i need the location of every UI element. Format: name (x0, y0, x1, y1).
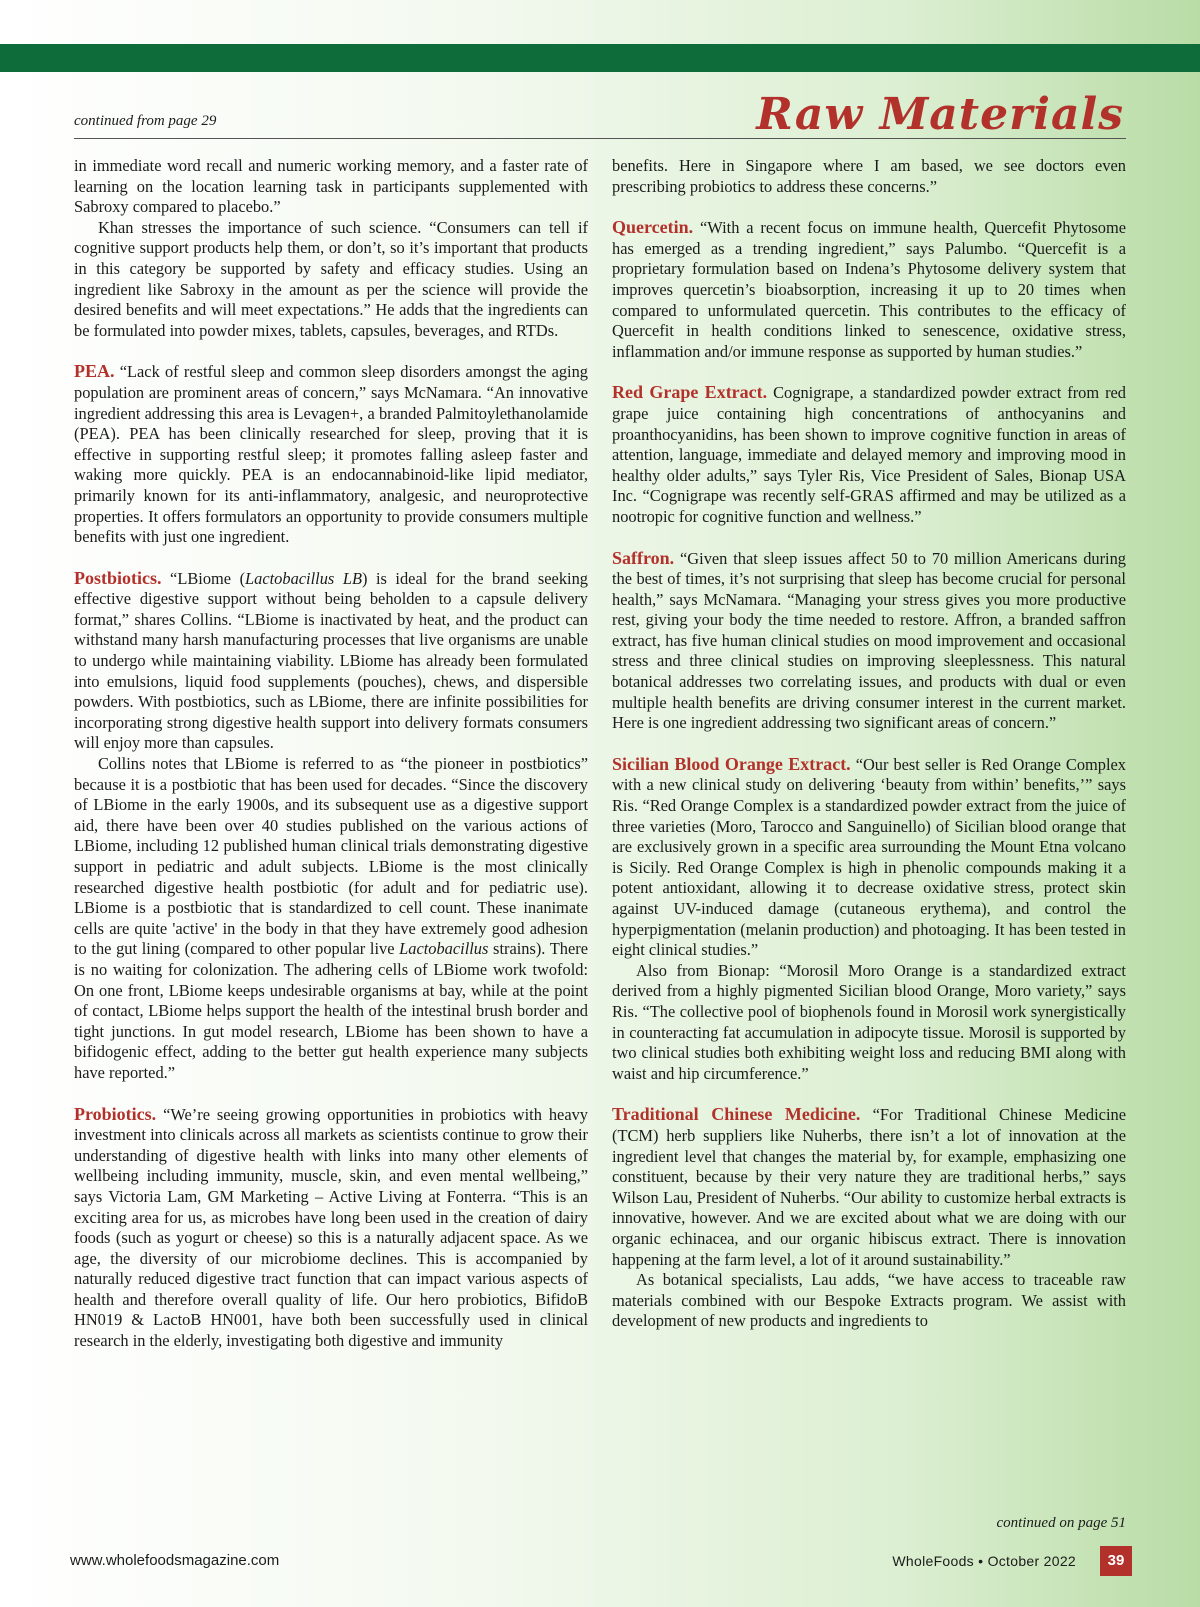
heading-red-grape: Red Grape Extract. (612, 382, 768, 403)
heading-tcm: Traditional Chinese Medicine. (612, 1104, 861, 1125)
section-tcm (612, 1104, 1126, 1270)
text-postbiotics-italic: Lactobacillus LB (245, 568, 362, 588)
footer-url: www.wholefoodsmagazine.com (70, 1552, 280, 1569)
top-green-band (0, 44, 1200, 72)
text-collins-b: strains). There is no waiting for colonization. The adhering cells of LBiome work twofold: On one front, LBiome keeps undesirable organisms at bay, while at the point of contact, LBiome helps support the health of the intestinal brush border and tight junctions. In gut model research, LBiome has been shown to have a bifidogenic effect, adding to the better gut health experience many subjects have reported.” (74, 939, 588, 1082)
page-header (74, 86, 1126, 139)
text-pea: “Lack of restful sleep and common sleep disorders amongst the aging population are prominent areas of concern,” says McNamara. “An innovative ingredient addressing this area is Levagen+, a branded Palmitoylethanolamide (PEA). PEA has been clinically researched for sleep, proving that it is effective in supporting restful sleep; it promotes falling asleep faster and waking more quickly. PEA is an endocannabinoid-like lipid mediator, primarily known for its anti-inflammatory, analgesic, and neuroprotective properties. It offers formulators an opportunity to provide consumers multiple benefits with just one ingredient. (74, 362, 588, 547)
heading-quercetin: Quercetin. (612, 217, 694, 238)
section-postbiotics (74, 568, 588, 754)
section-saffron (612, 548, 1126, 734)
text-postbiotics-b: ) is ideal for the brand seeking effective digestive support without being beholden to a capsule delivery format,” shares Collins. “LBiome is inactivated by heat, and the product can withstand many harsh manufacturing processes that live organisms are unable to undergo while maintaining viability. LBiome has already been formulated into emulsions, liquid food supplements (pouches), chews, and dispersible powders. With postbiotics, such as LBiome, there are infinite possibilities for incorporating strong digestive health support into delivery formats consumers will enjoy more than capsules. (74, 568, 588, 753)
heading-sicilian: Sicilian Blood Orange Extract. (612, 753, 851, 774)
paragraph-collins (74, 754, 588, 1084)
section-red-grape (612, 382, 1126, 527)
heading-pea: PEA. (74, 361, 115, 382)
section-title: Raw Materials (756, 89, 1124, 140)
left-column (74, 156, 588, 1352)
text-probiotics: “We’re seeing growing opportunities in probiotics with heavy investment into clinicals across all markets as scientists continue to grow their understanding of digestive health with links into many other elements of wellbeing including immunity, muscle, skin, and even mental wellbeing,” says Victoria Lam, GM Marketing – Active Living at Fonterra. “This is an exciting area for us, as microbes have long been used in the creation of dairy foods (such as yogurt or cheese) so this is a naturally adjacent space. As we age, the diversity of our microbiome declines. This is accompanied by naturally reduced digestive tract function that can impact various aspects of health and therefore overall quality of life. Our hero probiotics, BifidoB HN019 & LactoB HN001, have both been successfully used in clinical research in the elderly, investigating both digestive and immunity (74, 1104, 588, 1351)
text-tcm: “For Traditional Chinese Medicine (TCM) herb suppliers like Nuherbs, there isn’t a lot of innovation at the ingredient level that changes the material by, for example, emphasizing one constituent, because by their very nature they are traditional herbs,” says Wilson Lau, President of Nuherbs. “Our ability to customize herbal extracts is innovative, however. And we are excited about what we are doing with our organic echinacea, and our organic hibiscus extract. There is innovation happening at the farm level, a lot of it around sustainability.” (612, 1105, 1126, 1269)
text-postbiotics-a: “LBiome ( (170, 568, 246, 588)
page-number: 39 (1100, 1546, 1132, 1576)
paragraph-khan: Khan stresses the importance of such science. “Consumers can tell if cognitive support products help them, or don’t, so it’s important that products in this category be supported by safety and efficacy studies. Using an ingredient like Sabroxy in the amount as per the science will provide the desired benefits and will meet expectations.” He adds that the ingredients can be formulated into powder mixes, tablets, capsules, beverages, and RTDs. (74, 217, 588, 340)
text-saffron: “Given that sleep issues affect 50 to 70 million Americans during the best of times, it’s not surprising that sleep has become crucial for personal health,” says McNamara. “Managing your stress gives you more productive rest, giving your body the time needed to restore. Affron, a branded saffron extract, has five human clinical studies on mood improvement and occasional stress and three clinical studies on improving sleeplessness. This natural botanical addresses two correlating issues, and products with dual or even multiple health benefits are driving consumer interest in the current market. Here is one ingredient addressing two significant areas of concern.” (612, 548, 1126, 733)
section-quercetin (612, 217, 1126, 362)
section-probiotics (74, 1104, 588, 1352)
text-red-grape: Cognigrape, a standardized powder extract from red grape juice containing high concentrations of anthocyanins and proanthocyanidins, has been shown to improve cognitive function in areas of attention, language, immediate and delayed memory and improving mood in healthy older adults,” says Tyler Ris, Vice President of Sales, Bionap USA Inc. “Cognigrape was recently self-GRAS affirmed and may be utilized as a nootropic for cognitive function and wellness.” (612, 383, 1126, 526)
paragraph-singapore: benefits. Here in Singapore where I am based, we see doctors even prescribing probiotics to address these concerns.” (612, 156, 1126, 196)
continued-from-note: continued from page 29 (74, 113, 217, 129)
heading-probiotics: Probiotics. (74, 1103, 157, 1124)
text-sicilian: “Our best seller is Red Orange Complex with a new clinical study on delivering ‘beauty from within’ benefits,’” says Ris. “Red Orange Complex is a standardized powder extract from the juice of three varieties (Moro, Tarocco and Sanguinello) of Sicilian blood orange that are exclusively grown in a specific area surrounding the Mount Etna volcano is Sicily. Red Orange Complex is high in phenolic compounds making it a potent antioxidant, allowing it to decrease oxidative stress, protect skin against UV-induced damage (cutaneous erythema), and control the hyperpigmentation (melanin production) and photoaging. It has been tested in eight clinical studies.” (612, 754, 1126, 960)
text-collins-a: Collins notes that LBiome is referred to as “the pioneer in postbiotics” because it is a postbiotic that has been used for decades. “Since the discovery of LBiome in the early 1900s, and its subsequent use as a digestive support aid, there have been over 40 studies published on the various actions of LBiome, including 12 published human clinical trials demonstrating digestive support in pediatric and adult subjects. LBiome is the most clinically researched digestive health postbiotic (for adult and for pediatric use). LBiome is a postbiotic that is standardized to cell count. These inanimate cells are quite 'active' in the body in that they have extremely good adhesion to the gut lining (compared to other popular live (74, 754, 588, 959)
heading-saffron: Saffron. (612, 547, 675, 568)
section-pea (74, 361, 588, 547)
paragraph-sabroxy: in immediate word recall and numeric working memory, and a faster rate of learning on the location learning task in participants supplemented with Sabroxy compared to placebo.” (74, 156, 588, 217)
paragraph-bionap: Also from Bionap: “Morosil Moro Orange is a standardized extract derived from a highly pigmented Sicilian blood Orange, Moro variety,” says Ris. “The collective pool of biophenols found in Morosil work synergistically in counteracting fat accumulation in adipocyte tissue. Morosil is supported by two clinical studies both exhibiting weight loss and reducing BMI along with waist and hip circumference.” (612, 960, 1126, 1083)
footer-issue: WholeFoods • October 2022 (892, 1553, 1076, 1569)
text-collins-italic: Lactobacillus (399, 939, 489, 959)
section-sicilian (612, 754, 1126, 961)
text-quercetin: “With a recent focus on immune health, Quercefit Phytosome has emerged as a trending ingredient,” says Palumbo. “Quercefit is a proprietary formulation based on Indena’s Phytosome delivery system that improves quercetin’s bioabsorption, increasing it up to 20 times when compared to unformulated quercetin. This contributes to the efficacy of Quercefit in health conditions linked to senescence, oxidative stress, inflammation and/or immune response as supported by human studies.” (612, 218, 1126, 361)
continued-on-note: continued on page 51 (996, 1515, 1126, 1531)
paragraph-lau: As botanical specialists, Lau adds, “we have access to traceable raw materials combined with our Bespoke Extracts program. We assist with development of new products and ingredients to (612, 1270, 1126, 1331)
heading-postbiotics: Postbiotics. (74, 567, 162, 588)
right-column (612, 156, 1126, 1332)
